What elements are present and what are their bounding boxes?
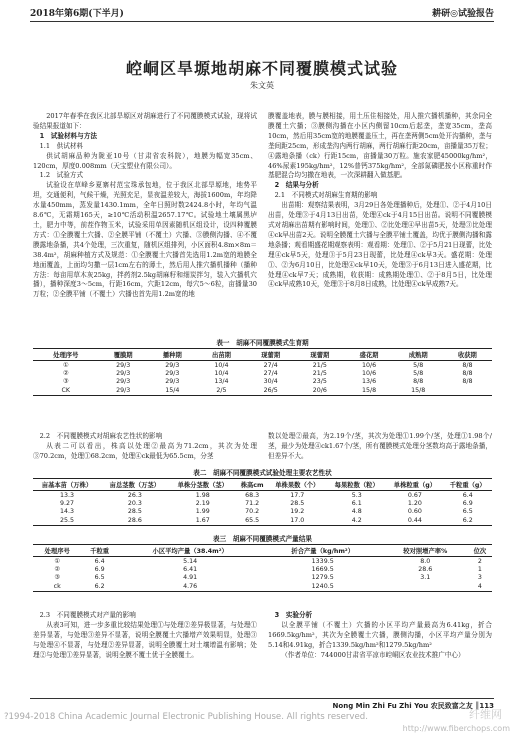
running-header (30, 6, 494, 20)
table-row (33, 491, 492, 500)
table-cell: 6.5 (462, 508, 473, 516)
table-cell (383, 582, 468, 591)
table-cell: 10/6 (361, 361, 377, 369)
footer-rule (30, 698, 494, 699)
table-cell: 1.98 (195, 491, 210, 499)
table-cell: 4.2 (327, 516, 386, 525)
section-heading: 1.1 供试材料 (39, 141, 84, 150)
watermark-url: http://www.fiberchops.com (402, 724, 510, 733)
table-cell: 5/8 (413, 361, 424, 369)
body-column-left-top (33, 112, 257, 300)
paragraph: 从表3可知，进一步多重比较结果处理①与处理②差异极显著，与处理①差异显著，与处理③差异不显著，说明全膜覆土穴播增产效果明显，处理③与处理④不显著，与处理②差异显著，说明全膜覆土对土壤增温有影响；处理②与处理①差异显著，说明全膜不覆土优于全膜覆土。 (33, 620, 257, 659)
column-header: 单株分茎数（茎） (169, 479, 237, 491)
table-cell: 8/8 (462, 378, 473, 386)
table3-caption: 表三 胡麻不同覆膜模式产量结果 (213, 535, 312, 543)
table-cell: 9.27 (59, 500, 74, 508)
column-header: 播种期 (148, 349, 197, 361)
table-cell: 10/4 (214, 361, 229, 369)
table-row (33, 378, 492, 386)
column-header: 处理序号 (33, 545, 81, 557)
table-cell: 10/4 (214, 370, 229, 378)
table1-caption: 表一 胡麻不同覆膜模式生育期 (216, 339, 309, 347)
table-cell: 1.67 (169, 516, 237, 525)
table-cell: 19.2 (290, 508, 305, 516)
section-heading: 2.2 不同覆膜模式对胡麻农艺性状的影响 (39, 432, 163, 440)
table-header-row (33, 479, 492, 491)
table-cell: 15/8 (344, 386, 393, 395)
journal-footer: Nong Min Zhi Fu Zhi You 农民致富之友 ║113 (332, 702, 494, 710)
table-cell: 28.5 (127, 508, 142, 516)
table-cell: 6.9 (94, 566, 105, 574)
table-cell: 13/4 (214, 378, 229, 386)
table-cell: 3 (477, 574, 482, 582)
section-label: 耕研◎试验报告 (432, 9, 494, 19)
table-cell: 8/8 (413, 378, 424, 386)
table-cell: 6.4 (462, 491, 473, 499)
column-header: 现蕾期 (246, 349, 295, 361)
table-cell: 4 (468, 582, 492, 591)
table-cell: ③ (62, 378, 69, 386)
section-heading: 2.3 不同覆膜模式对产量的影响 (39, 611, 136, 619)
table-cell: 70.2 (245, 508, 260, 516)
table-cell: 1339.5 (311, 557, 334, 565)
table-cell: 25.5 (33, 516, 101, 525)
table-cell: ck (33, 582, 81, 591)
article-title: 崆峒区旱塬地胡麻不同覆膜模式试验 (125, 59, 398, 78)
column-header: 处理序号 (33, 349, 99, 361)
table-cell: 13/6 (361, 378, 377, 386)
table-cell: 27/4 (263, 361, 278, 369)
column-header: 单株果数（个） (268, 479, 327, 491)
table-cell: ① (54, 557, 61, 565)
paragraph: 以全膜平铺（不覆土）穴播的小区平均产量最高为6.41kg，折合1669.5kg/hm²，其次为全膜覆土穴播，膜侧沟播，小区平均产量分别为5.14和4.91kg，折合1339.5kg/hm²和1279.5kg/hm² (268, 620, 492, 649)
column-header: 位次 (468, 545, 492, 557)
table-cell: 8/8 (462, 361, 473, 369)
table-cell: 28.6 (101, 516, 169, 525)
column-header: 每果粒数（粒） (327, 479, 386, 491)
table1-growth-period (33, 348, 492, 396)
table-cell (443, 386, 492, 395)
table-cell: 29/3 (165, 361, 180, 369)
table2-agronomic-traits (33, 478, 492, 526)
table-row (33, 361, 492, 370)
table-cell: 6.2 (443, 516, 492, 525)
table-cell: 29/3 (116, 378, 131, 386)
site-watermark: 纤维网 (469, 708, 502, 721)
table-cell: 2/5 (197, 386, 246, 395)
table-cell: 0.67 (407, 491, 422, 499)
table-header-row (33, 349, 492, 361)
table-cell: 1279.5 (311, 574, 334, 582)
table-cell: 6.1 (351, 500, 362, 508)
table-cell: CK (33, 386, 99, 395)
column-header: 出苗期 (197, 349, 246, 361)
table-cell: 28.6 (418, 566, 433, 574)
table-cell: 1.99 (195, 508, 210, 516)
table-cell: 68.3 (245, 491, 260, 499)
table-cell: 4.76 (118, 582, 263, 591)
table-row (33, 516, 492, 525)
column-header: 单株粒重（g） (386, 479, 443, 491)
table-cell: 17.0 (268, 516, 327, 525)
table-header-row (33, 545, 492, 557)
table-cell: 15/8 (394, 386, 443, 395)
column-header: 千粒重 (81, 545, 117, 557)
section-heading: 2 结果与分析 (274, 181, 319, 190)
table-cell: ① (62, 361, 69, 369)
table-cell: 1 (477, 566, 482, 574)
table-cell: 29/3 (116, 370, 131, 378)
table-cell: 29/3 (165, 378, 180, 386)
issue-label: 2018年第6期(下半月) (30, 9, 124, 19)
section-heading: 3 实验分析 (274, 611, 313, 619)
column-header: 盛花期 (344, 349, 393, 361)
paragraph: （作者单位：744000甘肃省平凉市崆峒区农业技术推广中心） (281, 650, 465, 659)
table-cell: ③ (54, 574, 61, 582)
table-cell: 20.3 (127, 500, 142, 508)
column-header: 较对照增产率% (383, 545, 468, 557)
table-row (33, 499, 492, 507)
paragraph: 2017年春季在我区北部旱塬区对胡麻进行了不同覆膜模式试验，现将试验结果报道如下： (33, 112, 257, 130)
table-row (33, 386, 492, 395)
table-cell: 3.1 (420, 574, 431, 582)
table-cell: 29/3 (99, 386, 148, 395)
table-cell: 15/4 (148, 386, 197, 395)
paragraph: 数以处理②最高，为2.19个/茎，其次为处理①1.99个/茎，处理①1.98个/茎，最少为处理④ck1.67个/茎，所有覆膜模式处理分茎数均高于露地条播，但差异不大。 (268, 432, 492, 460)
table-cell: ② (54, 566, 61, 574)
table-cell: 5/8 (413, 370, 424, 378)
table-cell: 2 (477, 557, 482, 565)
column-header: 折合产量（kg/hm²） (263, 545, 383, 557)
paragraph: 供试胡麻品种为陇亚10号（甘肃省农科院），地膜为幅宽35cm、120cm，厚度0.008mm（天宝塑业有限公司）。 (33, 151, 257, 170)
body-column-left-mid (33, 432, 257, 462)
table-cell: 0.44 (386, 516, 443, 525)
table-cell: 21/5 (312, 361, 327, 369)
table-cell: 1240.5 (263, 582, 383, 591)
paragraph: 膜覆盖地表，膜与膜相接，用土压住相接处，用人推穴播机播种，其余同全膜覆土穴播；③膜侧沟播在小区内侧留10cm后起垄，垄宽35cm，垄高10cm，然后用35cm宽的地膜覆盖压土，再在垄两侧5cm处开沟播种，垄与垄间距25cm，形成垄沟内两行胡麻，两行胡麻行距20cm，亩播量35万粒；④露地条播（ck）行距15cm，亩播量30万粒。施农家肥45000kg/hm²，46%尿素195kg/hm²，12%普钙375kg/hm²，全部氮磷肥按小区称重时作基肥混合均匀撒在地表，一次深耕翻入做基肥。 (268, 112, 492, 180)
copyright-notice: ?1994-2018 China Academic Journal Electronic Publishing House. All rights reserved. (4, 712, 368, 722)
paragraph: 出苗期：观察结果表明，3月29日各处理播种后，处理①、②于4月10日出苗，处理③于4月13日出苗，处理④ck于4月15日出苗。说明不同覆膜模式对胡麻出苗期有影响时间，处理①、②比处理④早出苗5天，处理③比处理④ck早出苗2天。说明全膜覆土穴播与全膜平铺土覆盖，均优于膜侧沟播和露地条播；观看期盛花期观察表明：观看期：处理①、②于5月21日现蕾，比处理④ck早5天，处理③于5月23日现蕾，比处理④ck早3天。盛花期：处理①、②为6月10日，比处理④ck早10天，处理③于6月13日进入盛花期，比处理④ck早7天；成熟期，收获期：成熟期处理①、②于8月5日，比处理④ck早成熟10天，处理③于8月8日成熟，比处理④ck早成熟7天。 (268, 201, 492, 289)
table-row (33, 565, 492, 573)
table-cell: 29/3 (116, 361, 131, 369)
table-cell: 21/5 (312, 370, 327, 378)
table-cell: 28.5 (290, 500, 305, 508)
body-column-right-bottom (268, 611, 492, 661)
body-column-left-bottom (33, 611, 257, 661)
paragraph: 从表二可以看出，株高以处理②最高为71.2cm，其次为处理③70.2cm，处理①68.2cm，处理④ck最低为65.5cm，分茎 (33, 441, 257, 460)
table-cell: 30/4 (263, 378, 278, 386)
table-cell: 1669.5 (311, 566, 334, 574)
table-cell: 13.3 (59, 491, 74, 499)
table-cell: 29/3 (165, 370, 180, 378)
column-header: 覆膜期 (99, 349, 148, 361)
column-header: 现蕾期 (295, 349, 344, 361)
table-cell: 26/5 (246, 386, 295, 395)
column-header: 千粒重（g） (443, 479, 492, 491)
table-cell: 5.14 (183, 557, 198, 565)
table-row (33, 574, 492, 582)
table-cell: 23/5 (312, 378, 327, 386)
header-rule (30, 21, 494, 22)
table-cell: 6.5 (94, 574, 105, 582)
table-cell: 17.7 (290, 491, 305, 499)
table-cell: 2.19 (195, 500, 210, 508)
column-header: 亩总茎数（万茎） (101, 479, 169, 491)
article-author: 朱文英 (250, 81, 274, 90)
table2-caption: 表二 胡麻不同覆膜模式试验处理主要农艺性状 (193, 469, 332, 477)
table-cell: 71.2 (245, 500, 260, 508)
table-cell: 20/6 (295, 386, 344, 395)
table-cell: 1.20 (407, 500, 422, 508)
table-cell: 6.4 (94, 557, 105, 565)
table-cell: 65.5 (237, 516, 268, 525)
table-cell: 14.3 (59, 508, 74, 516)
column-header: 亩基本苗（万株） (33, 479, 101, 491)
section-heading: 1 试验材料与方法 (39, 131, 97, 140)
table-cell: ② (62, 370, 69, 378)
table-cell: 8/8 (462, 370, 473, 378)
section-heading: 2.1 不同模式对胡麻生育期的影响 (274, 191, 378, 200)
table-row (33, 369, 492, 377)
table-cell: 0.60 (407, 508, 422, 516)
table-row (33, 582, 492, 591)
paragraph: 试验设在草峰乡夏寨村范宝珠承包地，位于我区北部旱塬地，地势平坦，交通便利，气候干燥，光照充足，显夜温差较大，海拔1600m，年均降水量450mm，蒸发量1430.1mm，全年日照时数2424.8小时，年均气温8.6℃，无霜期165天，≥10℃活动积温2657.17℃。试验地土壤属黑垆土，肥力中等，前茬作物玉米，试验采用单因素随机区组设计，设四种覆膜方式：①全膜覆土穴播、②全膜平铺（不覆土）穴播、③膜侧沟播、④不覆膜露地条播，共4个处理，三次重复，随机区组排列，小区面积4.8m×8m＝38.4m²，胡麻种植方式及规范：①全膜覆土穴播首先选用1.2m宽的地膜全地面覆盖，上面均匀撒一层1cm左右的薄土，然后用人推穴播机播种（播种方法：每亩用草木灰25kg，拌药剂2.5kg胡麻籽和细炭拌匀，装入穴播机穴播），播种深度3～5cm，行距16cm，穴距12cm，每穴5～6粒，亩播量30万粒；②全膜平铺（不覆土）穴播也首先用1.2m宽的地 (33, 181, 257, 299)
table-cell: 8.0 (420, 557, 431, 565)
table-cell: 4.91 (183, 574, 198, 582)
table-cell: 6.2 (81, 582, 117, 591)
column-header: 成熟期 (394, 349, 443, 361)
table-cell: 6.9 (462, 500, 473, 508)
table-cell: 6.41 (183, 566, 198, 574)
table-cell: 27/4 (263, 370, 278, 378)
table-cell: 5.3 (351, 491, 362, 499)
column-header: 小区平均产量（38.4m²） (118, 545, 263, 557)
table3-yield-results (33, 544, 492, 592)
table-cell: 4.8 (351, 508, 362, 516)
table-row (33, 508, 492, 516)
section-heading: 1.2 试验方式 (39, 171, 84, 180)
table-cell: 10/6 (361, 370, 377, 378)
column-header: 株高cm (237, 479, 268, 491)
table-row (33, 557, 492, 566)
body-column-right-mid (268, 432, 492, 462)
body-column-right-top (268, 112, 492, 290)
column-header: 收获期 (443, 349, 492, 361)
table-cell: 26.3 (127, 491, 142, 499)
